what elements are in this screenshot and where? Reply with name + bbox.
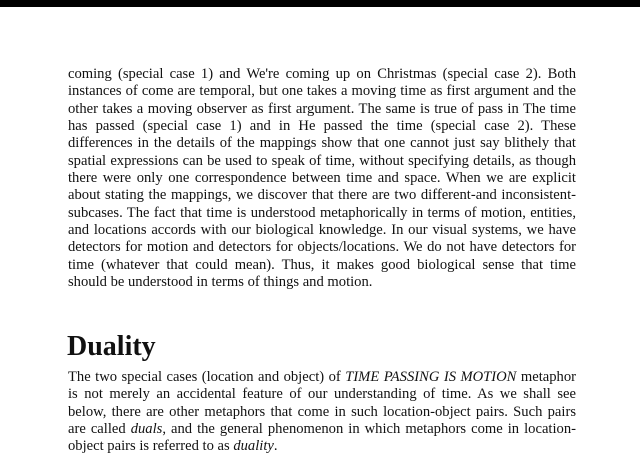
paragraph-text: , and the general phenomenon in which metaphors come in location-object pairs is referred to as	[68, 421, 576, 455]
paragraph-text: metaphor is not merely an accidental feature of our understanding of time. As we shall see below, there are other metaphors that come in such location-object pairs. Such pairs are called	[68, 369, 576, 438]
metaphor-name: TIME PASSING IS MOTION	[345, 369, 517, 385]
term-emphasis: duality	[233, 438, 274, 455]
paragraph-text: .	[273, 438, 278, 455]
paragraph-text: The two special cases (location and object) of	[68, 369, 346, 385]
term-emphasis: duals	[130, 421, 163, 438]
section-heading: Duality	[67, 331, 156, 362]
body-paragraph	[68, 369, 576, 456]
body-paragraph: coming (special case 1) and We're coming up on Christmas (special case 2). Both instances of come are temporal, but one takes a moving time as first argument and the other takes a moving observer as first argument. The same is true of pass in The time has passed (special case 1) and in He passed the time (special case 2). These differences in the details of the mappings show that one cannot just say blithely that spatial expressions can be used to speak of time, without specifying details, as though there were only one correspondence between time and space. When we are explicit about stating the mappings, we discover that there are two different-and inconsistent-subcases. The fact that time is understood metaphorically in terms of motion, entities, and locations accords with our biological knowledge. In our visual systems, we have detectors for motion and detectors for objects/locations. We do not have detectors for time (whatever that could mean). Thus, it makes good biological sense that time should be understood in terms of things and motion.	[68, 66, 576, 291]
document-page	[0, 7, 640, 469]
top-border	[0, 0, 640, 7]
